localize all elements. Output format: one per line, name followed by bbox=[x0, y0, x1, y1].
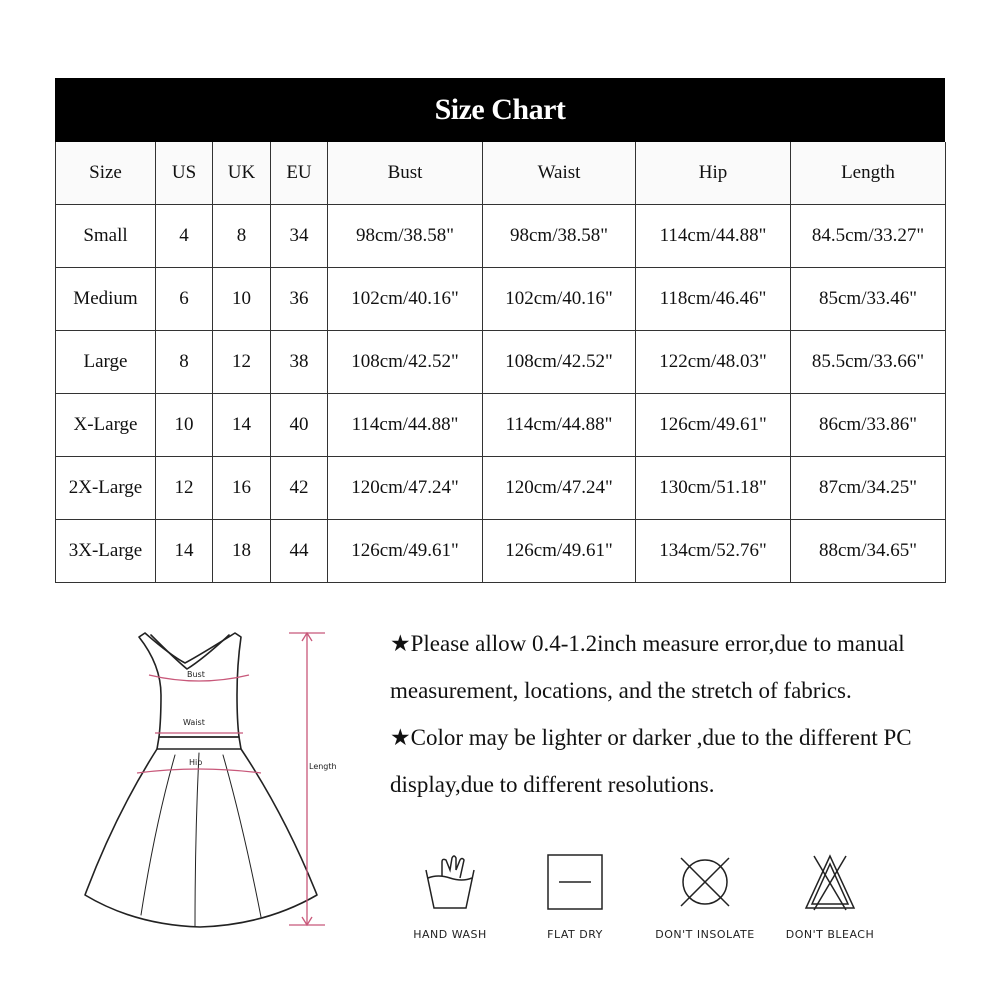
care-item bbox=[765, 852, 895, 941]
header-eu: EU bbox=[271, 142, 328, 205]
hand-wash-icon bbox=[420, 852, 480, 912]
cell-size: Large bbox=[56, 331, 156, 394]
dress-fold bbox=[223, 755, 261, 917]
hip-measure-line bbox=[137, 769, 261, 773]
care-instructions bbox=[400, 852, 960, 962]
measure-lines bbox=[137, 633, 325, 925]
size-chart bbox=[55, 78, 945, 583]
header-bust: Bust bbox=[328, 142, 483, 205]
table-header-row bbox=[56, 142, 946, 205]
cell-bust: 102cm/40.16" bbox=[328, 268, 483, 331]
size-table bbox=[55, 142, 946, 583]
care-label: HAND WASH bbox=[413, 928, 487, 941]
header-uk: UK bbox=[213, 142, 271, 205]
note-measure-error: ★Please allow 0.4-1.2inch measure error,due to manual measurement, locations, and the stretch of fabrics. bbox=[390, 631, 905, 703]
cell-waist: 114cm/44.88" bbox=[483, 394, 636, 457]
cell-length: 85cm/33.46" bbox=[791, 268, 946, 331]
cell-waist: 120cm/47.24" bbox=[483, 457, 636, 520]
hip-label: Hip bbox=[189, 758, 203, 767]
cell-bust: 114cm/44.88" bbox=[328, 394, 483, 457]
cell-uk: 16 bbox=[213, 457, 271, 520]
cell-eu: 38 bbox=[271, 331, 328, 394]
dress-fold bbox=[195, 753, 199, 927]
care-label: DON'T INSOLATE bbox=[655, 928, 755, 941]
cell-us: 12 bbox=[156, 457, 213, 520]
cell-size: 3X-Large bbox=[56, 520, 156, 583]
cell-bust: 120cm/47.24" bbox=[328, 457, 483, 520]
cell-waist: 108cm/42.52" bbox=[483, 331, 636, 394]
header-length: Length bbox=[791, 142, 946, 205]
cell-us: 10 bbox=[156, 394, 213, 457]
cell-waist: 102cm/40.16" bbox=[483, 268, 636, 331]
table-row bbox=[56, 331, 946, 394]
cell-eu: 34 bbox=[271, 205, 328, 268]
header-waist: Waist bbox=[483, 142, 636, 205]
care-label: FLAT DRY bbox=[547, 928, 603, 941]
table-row bbox=[56, 268, 946, 331]
cell-size: Small bbox=[56, 205, 156, 268]
care-label: DON'T BLEACH bbox=[785, 928, 875, 941]
cell-eu: 40 bbox=[271, 394, 328, 457]
cell-length: 87cm/34.25" bbox=[791, 457, 946, 520]
dress-neckline bbox=[151, 635, 229, 669]
cell-uk: 8 bbox=[213, 205, 271, 268]
cell-us: 14 bbox=[156, 520, 213, 583]
cell-bust: 108cm/42.52" bbox=[328, 331, 483, 394]
cell-length: 88cm/34.65" bbox=[791, 520, 946, 583]
dont-insolate-icon bbox=[675, 852, 735, 912]
cell-bust: 98cm/38.58" bbox=[328, 205, 483, 268]
cell-length: 86cm/33.86" bbox=[791, 394, 946, 457]
care-item bbox=[510, 852, 640, 941]
cell-uk: 14 bbox=[213, 394, 271, 457]
cell-length: 84.5cm/33.27" bbox=[791, 205, 946, 268]
cell-hip: 114cm/44.88" bbox=[636, 205, 791, 268]
dont-bleach-icon bbox=[800, 852, 860, 912]
care-item bbox=[385, 852, 515, 941]
table-row bbox=[56, 457, 946, 520]
cell-bust: 126cm/49.61" bbox=[328, 520, 483, 583]
cell-us: 6 bbox=[156, 268, 213, 331]
cell-eu: 42 bbox=[271, 457, 328, 520]
cell-uk: 10 bbox=[213, 268, 271, 331]
note-color: ★Color may be lighter or darker ,due to the different PC display,due to different resolutions. bbox=[390, 725, 912, 797]
care-item bbox=[640, 852, 770, 941]
cell-eu: 36 bbox=[271, 268, 328, 331]
cell-size: X-Large bbox=[56, 394, 156, 457]
cell-hip: 118cm/46.46" bbox=[636, 268, 791, 331]
cell-waist: 126cm/49.61" bbox=[483, 520, 636, 583]
dress-diagram bbox=[75, 625, 365, 935]
cell-length: 85.5cm/33.66" bbox=[791, 331, 946, 394]
flat-dry-icon bbox=[545, 852, 605, 912]
notes bbox=[390, 620, 960, 808]
bust-label: Bust bbox=[187, 670, 205, 679]
table-row bbox=[56, 520, 946, 583]
cell-hip: 122cm/48.03" bbox=[636, 331, 791, 394]
cell-uk: 18 bbox=[213, 520, 271, 583]
cell-uk: 12 bbox=[213, 331, 271, 394]
cell-size: Medium bbox=[56, 268, 156, 331]
cell-us: 4 bbox=[156, 205, 213, 268]
table-row bbox=[56, 394, 946, 457]
cell-hip: 126cm/49.61" bbox=[636, 394, 791, 457]
dress-fold bbox=[141, 755, 175, 915]
cell-waist: 98cm/38.58" bbox=[483, 205, 636, 268]
length-label: Length bbox=[309, 762, 337, 771]
size-chart-title: Size Chart bbox=[55, 78, 945, 142]
cell-hip: 134cm/52.76" bbox=[636, 520, 791, 583]
cell-eu: 44 bbox=[271, 520, 328, 583]
cell-hip: 130cm/51.18" bbox=[636, 457, 791, 520]
waist-label: Waist bbox=[183, 718, 205, 727]
dress-skirt bbox=[85, 749, 317, 927]
cell-us: 8 bbox=[156, 331, 213, 394]
header-size: Size bbox=[56, 142, 156, 205]
header-us: US bbox=[156, 142, 213, 205]
dress-waistband bbox=[157, 737, 241, 749]
table-row bbox=[56, 205, 946, 268]
header-hip: Hip bbox=[636, 142, 791, 205]
cell-size: 2X-Large bbox=[56, 457, 156, 520]
